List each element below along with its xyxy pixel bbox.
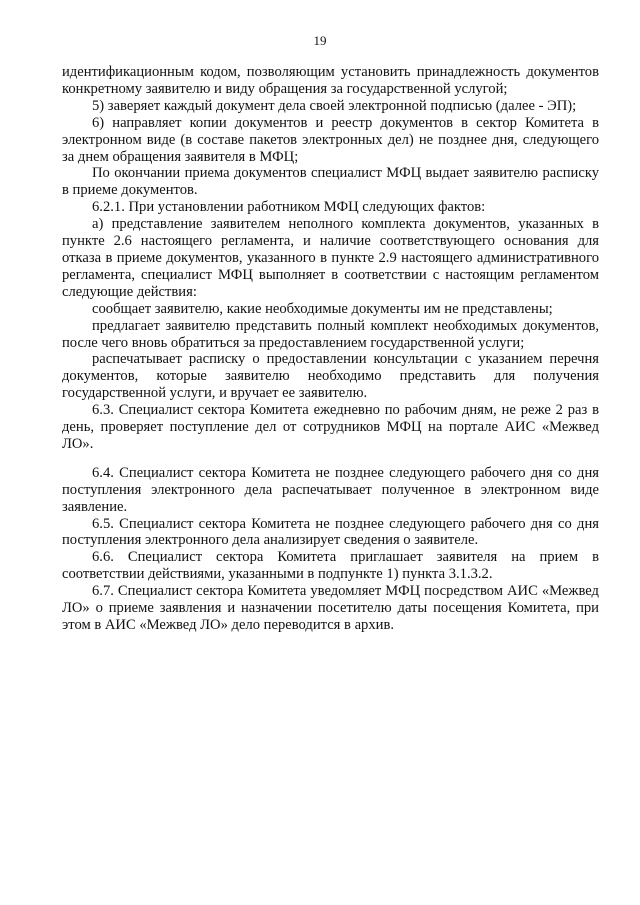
paragraph-informs: сообщает заявителю, какие необходимые документы им не представлены;	[92, 300, 553, 317]
paragraph-continuation: идентификационным кодом, позволяющим установить принадлежность документов конкретному заявителю и виду обращения за государственной услугой;	[62, 64, 599, 97]
paragraph-6-2-1: 6.2.1. При установлении работником МФЦ следующих фактов:	[92, 199, 486, 216]
paragraph-6-6: 6.6. Специалист сектора Комитета приглашает заявителя на прием в соответствии действиями, указанными в подпункте 1) пункта 3.1.3.2.	[62, 549, 599, 583]
paragraph-item-5: 5) заверяет каждый документ дела своей электронной подписью (далее - ЭП);	[92, 97, 577, 114]
paragraph-item-6: 6) направляет копии документов и реестр документов в сектор Комитета в электронном виде (в составе пакетов электронных дел) не позднее дня, следующего за днем обращения заявителя в МФЦ;	[62, 114, 599, 165]
paragraph-offers: предлагает заявителю представить полный комплект необходимых документов, после чего вновь обратиться за предоставлением государственной услуги;	[62, 317, 599, 351]
paragraph-receipt: По окончании приема документов специалист МФЦ выдает заявителю расписку в приеме документов.	[62, 165, 599, 199]
paragraph-prints: распечатывает расписку о предоставлении консультации с указанием перечня документов, которые заявителю необходимо представить для получения государственной услуги, и вручает ее заявителю.	[62, 351, 599, 402]
page-number: 19	[313, 33, 327, 48]
document-body	[62, 64, 599, 634]
paragraph-6-3: 6.3. Специалист сектора Комитета ежедневно по рабочим дням, не реже 2 раз в день, проверяет поступление дел от сотрудников МФЦ на портале АИС «Межвед ЛО».	[62, 402, 599, 452]
paragraph-6-5: 6.5. Специалист сектора Комитета не позднее следующего рабочего дня со дня поступления электронного дела анализирует сведения о заявителе.	[62, 515, 599, 549]
paragraph-6-4: 6.4. Специалист сектора Комитета не позднее следующего рабочего дня со дня поступления электронного дела распечатывает полученное в электронном виде заявление.	[62, 464, 599, 515]
paragraph-item-a: а) представление заявителем неполного комплекта документов, указанных в пункте 2.6 настоящего регламента, и наличие соответствующего основания для отказа в приеме документов, указанного в пункте 2.9 настоящего административного регламента, специалист МФЦ выполняет в соответствии с настоящим регламентом следующие действия:	[62, 216, 599, 300]
paragraph-6-7: 6.7. Специалист сектора Комитета уведомляет МФЦ посредством АИС «Межвед ЛО» о приеме заявления и назначении посетителю даты посещения Комитета, при этом в АИС «Межвед ЛО» дело переводится в архив.	[62, 583, 599, 633]
